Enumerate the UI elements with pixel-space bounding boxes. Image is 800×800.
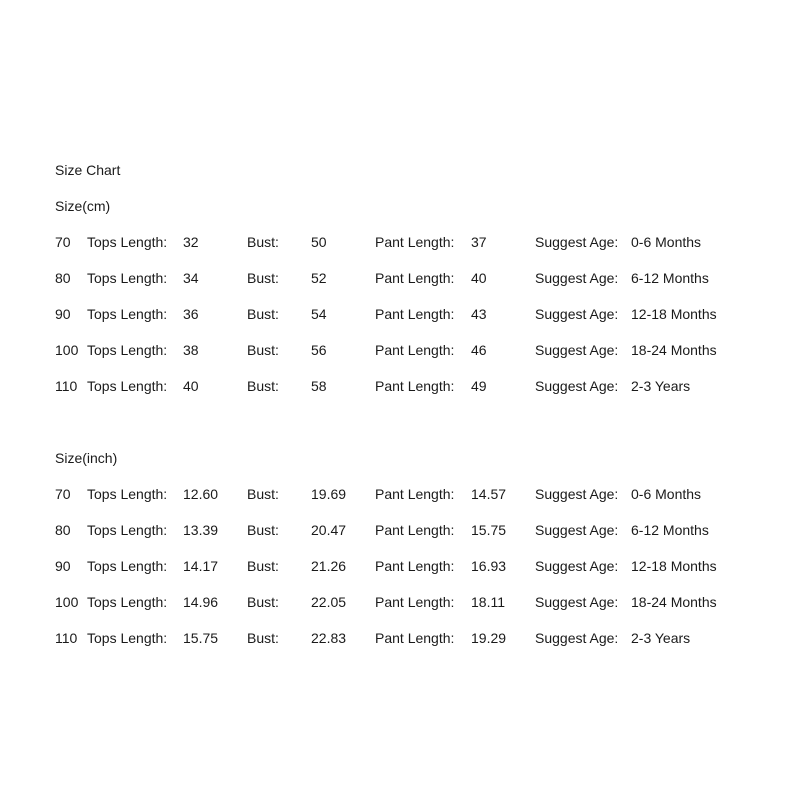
bust-value: 21.26 (311, 558, 347, 574)
inch-section-heading: Size(inch) (55, 450, 118, 466)
size-value: 100 (55, 594, 79, 610)
bust-label: Bust: (247, 630, 279, 646)
size-value: 90 (55, 558, 71, 574)
pant-length-label: Pant Length: (375, 522, 455, 538)
page-title: Size Chart (55, 162, 121, 178)
size-value: 100 (55, 342, 79, 358)
bust-value: 54 (311, 306, 327, 322)
size-value: 110 (55, 378, 78, 394)
tops-length-label: Tops Length: (87, 378, 168, 394)
bust-label: Bust: (247, 270, 279, 286)
pant-length-value: 15.75 (471, 522, 507, 538)
pant-length-value: 46 (471, 342, 487, 358)
suggest-age-value: 18-24 Months (631, 594, 717, 610)
bust-value: 22.05 (311, 594, 347, 610)
pant-length-value: 14.57 (471, 486, 507, 502)
tops-length-label: Tops Length: (87, 270, 168, 286)
pant-length-label: Pant Length: (375, 378, 455, 394)
pant-length-label: Pant Length: (375, 594, 455, 610)
tops-length-value: 14.96 (183, 594, 219, 610)
suggest-age-label: Suggest Age: (535, 270, 619, 286)
tops-length-label: Tops Length: (87, 558, 168, 574)
suggest-age-label: Suggest Age: (535, 486, 619, 502)
bust-value: 58 (311, 378, 327, 394)
pant-length-value: 49 (471, 378, 487, 394)
suggest-age-value: 12-18 Months (631, 306, 717, 322)
tops-length-value: 34 (183, 270, 199, 286)
suggest-age-label: Suggest Age: (535, 522, 619, 538)
size-value: 80 (55, 522, 71, 538)
tops-length-value: 40 (183, 378, 199, 394)
table-row (0, 270, 800, 286)
tops-length-value: 14.17 (183, 558, 219, 574)
table-row (0, 522, 800, 538)
size-value: 80 (55, 270, 71, 286)
suggest-age-label: Suggest Age: (535, 342, 619, 358)
pant-length-value: 19.29 (471, 630, 507, 646)
pant-length-label: Pant Length: (375, 342, 455, 358)
pant-length-value: 43 (471, 306, 487, 322)
suggest-age-label: Suggest Age: (535, 630, 619, 646)
suggest-age-label: Suggest Age: (535, 594, 619, 610)
bust-value: 50 (311, 234, 327, 250)
suggest-age-label: Suggest Age: (535, 306, 619, 322)
tops-length-label: Tops Length: (87, 306, 168, 322)
suggest-age-value: 2-3 Years (631, 630, 691, 646)
suggest-age-value: 6-12 Months (631, 270, 709, 286)
size-value: 70 (55, 486, 71, 502)
pant-length-label: Pant Length: (375, 234, 455, 250)
table-row (0, 558, 800, 574)
bust-value: 19.69 (311, 486, 347, 502)
bust-value: 22.83 (311, 630, 347, 646)
pant-length-value: 16.93 (471, 558, 507, 574)
tops-length-label: Tops Length: (87, 522, 168, 538)
bust-value: 56 (311, 342, 327, 358)
tops-length-value: 36 (183, 306, 199, 322)
pant-length-value: 40 (471, 270, 487, 286)
suggest-age-value: 18-24 Months (631, 342, 717, 358)
bust-value: 20.47 (311, 522, 347, 538)
pant-length-label: Pant Length: (375, 270, 455, 286)
cm-section-heading: Size(cm) (55, 198, 111, 214)
table-row (0, 306, 800, 322)
suggest-age-label: Suggest Age: (535, 378, 619, 394)
pant-length-value: 37 (471, 234, 487, 250)
table-row (0, 342, 800, 358)
tops-length-value: 32 (183, 234, 199, 250)
bust-label: Bust: (247, 342, 279, 358)
tops-length-value: 38 (183, 342, 199, 358)
suggest-age-value: 0-6 Months (631, 486, 702, 502)
bust-value: 52 (311, 270, 327, 286)
suggest-age-value: 6-12 Months (631, 522, 709, 538)
size-value: 70 (55, 234, 71, 250)
bust-label: Bust: (247, 234, 279, 250)
pant-length-label: Pant Length: (375, 306, 455, 322)
table-row (0, 486, 800, 502)
tops-length-value: 15.75 (183, 630, 219, 646)
bust-label: Bust: (247, 594, 279, 610)
pant-length-label: Pant Length: (375, 486, 455, 502)
tops-length-value: 12.60 (183, 486, 219, 502)
suggest-age-value: 0-6 Months (631, 234, 702, 250)
suggest-age-value: 12-18 Months (631, 558, 717, 574)
tops-length-label: Tops Length: (87, 342, 168, 358)
table-row (0, 630, 800, 646)
pant-length-label: Pant Length: (375, 558, 455, 574)
bust-label: Bust: (247, 378, 279, 394)
suggest-age-label: Suggest Age: (535, 234, 619, 250)
suggest-age-value: 2-3 Years (631, 378, 691, 394)
tops-length-value: 13.39 (183, 522, 219, 538)
tops-length-label: Tops Length: (87, 486, 168, 502)
tops-length-label: Tops Length: (87, 234, 168, 250)
pant-length-label: Pant Length: (375, 630, 455, 646)
bust-label: Bust: (247, 486, 279, 502)
table-row (0, 234, 800, 250)
tops-length-label: Tops Length: (87, 630, 168, 646)
table-row (0, 594, 800, 610)
tops-length-label: Tops Length: (87, 594, 168, 610)
size-value: 110 (55, 630, 78, 646)
size-value: 90 (55, 306, 71, 322)
table-row (0, 378, 800, 394)
pant-length-value: 18.11 (471, 594, 505, 610)
bust-label: Bust: (247, 522, 279, 538)
bust-label: Bust: (247, 558, 279, 574)
suggest-age-label: Suggest Age: (535, 558, 619, 574)
bust-label: Bust: (247, 306, 279, 322)
